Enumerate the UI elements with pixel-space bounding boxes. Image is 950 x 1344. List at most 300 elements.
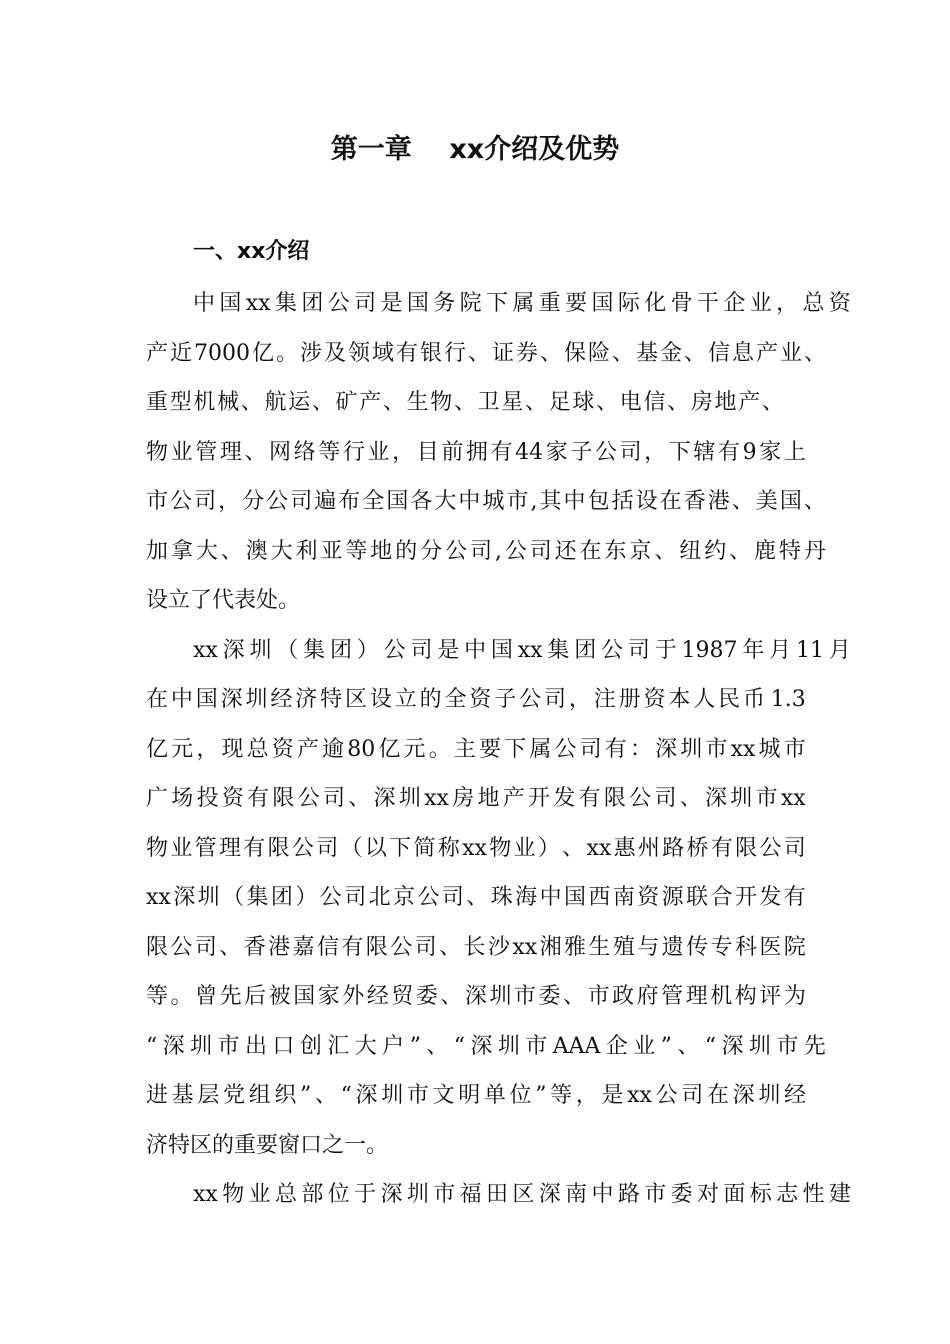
glyph: 团 bbox=[301, 291, 324, 316]
glyph: 、 bbox=[596, 390, 619, 415]
glyph: 东 bbox=[604, 538, 627, 564]
paragraph-line bbox=[146, 286, 851, 336]
glyph: 国 bbox=[406, 291, 429, 316]
glyph: 先 bbox=[803, 1033, 826, 1059]
glyph: 司 bbox=[354, 291, 377, 316]
glyph: 国 bbox=[779, 489, 802, 514]
section-title: 一、xx介绍 bbox=[193, 239, 310, 264]
glyph: xx bbox=[627, 1083, 652, 1108]
glyph: 管 bbox=[194, 835, 217, 861]
glyph: 司 bbox=[344, 885, 367, 910]
glyph: 国 bbox=[563, 885, 586, 910]
glyph: 还 bbox=[554, 538, 577, 564]
glyph: 嘉 bbox=[292, 934, 315, 960]
glyph: 券 bbox=[515, 340, 538, 366]
chapter-title: 第一章 xx介绍及优势 bbox=[330, 134, 620, 165]
glyph: 司 bbox=[654, 786, 677, 811]
glyph: 深 bbox=[220, 687, 243, 712]
glyph: 深 bbox=[705, 786, 728, 811]
glyph: 有 bbox=[604, 736, 627, 762]
glyph: 管 bbox=[195, 439, 218, 465]
glyph: 机 bbox=[193, 390, 216, 415]
glyph: 11 bbox=[796, 637, 824, 663]
glyph: , bbox=[494, 538, 502, 564]
glyph: 源 bbox=[661, 885, 684, 910]
glyph: 性 bbox=[802, 1182, 825, 1207]
glyph: 市 bbox=[587, 984, 610, 1009]
glyph: 产 bbox=[296, 736, 319, 762]
glyph: 辖 bbox=[693, 439, 716, 465]
glyph: 络 bbox=[293, 439, 316, 465]
glyph: 科 bbox=[734, 934, 757, 960]
glyph: 深 bbox=[162, 1033, 185, 1059]
glyph: 1.3 bbox=[770, 687, 806, 712]
glyph: 险 bbox=[587, 340, 610, 366]
glyph: 遍 bbox=[314, 489, 337, 514]
glyph: 市 bbox=[513, 984, 536, 1009]
glyph: 大 bbox=[434, 489, 457, 514]
glyph: xx bbox=[780, 786, 806, 811]
glyph: 有 bbox=[341, 934, 364, 960]
glyph: xx bbox=[146, 885, 171, 910]
glyph: 设 bbox=[635, 489, 658, 514]
glyph: 房 bbox=[452, 786, 475, 811]
glyph: 行 bbox=[443, 340, 466, 366]
glyph: 网 bbox=[269, 439, 292, 465]
glyph: 信 bbox=[643, 390, 666, 415]
glyph: xx bbox=[193, 1182, 218, 1207]
glyph: ” bbox=[409, 1033, 421, 1059]
glyph: 业 bbox=[367, 439, 390, 465]
glyph: 务 bbox=[433, 291, 456, 316]
glyph: 院 bbox=[459, 291, 482, 316]
glyph: 械 bbox=[217, 390, 240, 415]
glyph: 国 bbox=[219, 291, 242, 316]
glyph: 委 bbox=[670, 1182, 693, 1207]
glyph: 深 bbox=[222, 637, 245, 663]
glyph: 经 bbox=[270, 687, 293, 712]
glyph: （ bbox=[222, 885, 245, 910]
glyph: 产 bbox=[738, 390, 761, 415]
glyph: 曾 bbox=[195, 984, 218, 1009]
glyph: 汇 bbox=[327, 1033, 350, 1059]
glyph: ， bbox=[776, 291, 799, 316]
glyph: 志 bbox=[776, 1182, 799, 1207]
glyph: xx bbox=[462, 835, 487, 861]
glyph: 公 bbox=[629, 786, 652, 811]
glyph: 文 bbox=[432, 1083, 455, 1108]
glyph: 、 bbox=[677, 1033, 700, 1059]
glyph: 生 bbox=[588, 934, 611, 960]
glyph: 地 bbox=[370, 538, 393, 564]
glyph: 司 bbox=[290, 489, 313, 514]
glyph: ， bbox=[392, 439, 415, 465]
glyph: 业 bbox=[633, 1033, 656, 1059]
glyph: 深 bbox=[538, 1182, 561, 1207]
glyph: 公 bbox=[594, 439, 617, 465]
glyph: 以 bbox=[364, 835, 387, 861]
glyph: 部 bbox=[301, 1182, 324, 1207]
glyph: 加 bbox=[146, 538, 169, 564]
glyph: 、 bbox=[244, 439, 267, 465]
glyph: 属 bbox=[512, 291, 535, 316]
glyph: 全 bbox=[444, 687, 467, 712]
glyph: 司 bbox=[783, 835, 806, 861]
glyph: 公 bbox=[327, 291, 350, 316]
glyph: 是 bbox=[437, 637, 460, 663]
glyph: 。 bbox=[428, 736, 451, 762]
glyph: 电 bbox=[619, 390, 642, 415]
glyph: 是 bbox=[601, 1083, 624, 1108]
glyph: 市 bbox=[644, 1182, 667, 1207]
glyph: 包 bbox=[587, 489, 610, 514]
glyph: 中 bbox=[464, 637, 487, 663]
glyph: 1987 bbox=[681, 637, 738, 663]
glyph: 设 bbox=[369, 687, 392, 712]
glyph: 、 bbox=[562, 835, 585, 861]
glyph: 生 bbox=[406, 390, 429, 415]
glyph: 总 bbox=[274, 1182, 297, 1207]
glyph: 业 bbox=[779, 340, 802, 366]
paragraph-line bbox=[146, 484, 826, 534]
glyph: 利 bbox=[295, 538, 318, 564]
glyph: 殖 bbox=[612, 934, 635, 960]
glyph: 拥 bbox=[465, 439, 488, 465]
glyph: 圳 bbox=[398, 786, 421, 811]
glyph: 福 bbox=[459, 1182, 482, 1207]
glyph: 城 bbox=[482, 489, 505, 514]
glyph: 口 bbox=[272, 1033, 295, 1059]
glyph: 干 bbox=[696, 291, 719, 316]
paragraph-line bbox=[146, 831, 806, 881]
glyph: 深 bbox=[470, 1033, 493, 1059]
glyph: xx bbox=[512, 934, 538, 960]
glyph: 雅 bbox=[563, 934, 586, 960]
glyph: 公 bbox=[297, 786, 320, 811]
glyph: 投 bbox=[196, 786, 219, 811]
glyph: 要 bbox=[479, 736, 502, 762]
glyph: 圳 bbox=[249, 637, 272, 663]
glyph: 有 bbox=[243, 835, 266, 861]
glyph: 卫 bbox=[477, 390, 500, 415]
glyph: 、 bbox=[382, 390, 405, 415]
glyph: 拿 bbox=[170, 538, 193, 564]
glyph: 织 bbox=[274, 1083, 297, 1108]
glyph: 业 bbox=[513, 835, 536, 861]
glyph: 、 bbox=[525, 390, 548, 415]
glyph: 国 bbox=[293, 984, 316, 1009]
glyph: 分 bbox=[242, 489, 265, 514]
glyph: 有 bbox=[490, 439, 513, 465]
glyph: 经 bbox=[366, 984, 389, 1009]
glyph: 南 bbox=[612, 885, 635, 910]
glyph: 及 bbox=[323, 340, 346, 366]
glyph: 有 bbox=[718, 439, 741, 465]
glyph: 、 bbox=[219, 934, 242, 960]
glyph: 市 bbox=[705, 736, 728, 762]
glyph: 月 bbox=[769, 637, 792, 663]
glyph: “ bbox=[146, 1033, 158, 1059]
glyph: 美 bbox=[755, 489, 778, 514]
glyph: 路 bbox=[662, 835, 685, 861]
glyph: 海 bbox=[515, 885, 538, 910]
glyph: 涉 bbox=[299, 340, 322, 366]
paragraph-line bbox=[146, 1177, 851, 1227]
glyph: 现 bbox=[221, 736, 244, 762]
glyph: 、 bbox=[683, 340, 706, 366]
glyph: 市 bbox=[776, 1033, 799, 1059]
glyph: 约 bbox=[704, 538, 727, 564]
glyph: 司 bbox=[194, 934, 217, 960]
glyph: ， bbox=[644, 439, 667, 465]
paragraph-line bbox=[146, 781, 806, 831]
glyph: 地 bbox=[714, 390, 737, 415]
glyph: 市 bbox=[433, 1182, 456, 1207]
glyph: 重 bbox=[146, 390, 169, 415]
glyph: 布 bbox=[338, 489, 361, 514]
glyph: ” bbox=[300, 1083, 312, 1108]
glyph: 公 bbox=[655, 1083, 678, 1108]
glyph: 足 bbox=[548, 390, 571, 415]
glyph: 有 bbox=[395, 340, 418, 366]
glyph: ， bbox=[575, 1083, 598, 1108]
glyph: 集 bbox=[274, 291, 297, 316]
glyph: 惠 bbox=[613, 835, 636, 861]
glyph: 与 bbox=[637, 934, 660, 960]
glyph: 地 bbox=[477, 786, 500, 811]
glyph: 大 bbox=[270, 538, 293, 564]
glyph: 产 bbox=[146, 340, 169, 366]
glyph: 、 bbox=[314, 1083, 337, 1108]
glyph: 公 bbox=[554, 736, 577, 762]
glyph: 深 bbox=[173, 885, 196, 910]
glyph: 亿 bbox=[378, 736, 401, 762]
glyph: 司 bbox=[410, 637, 433, 663]
paragraph-line bbox=[146, 336, 826, 386]
glyph: 星 bbox=[501, 390, 524, 415]
glyph: 业 bbox=[170, 439, 193, 465]
glyph: ” bbox=[535, 1083, 547, 1108]
glyph: 的 bbox=[395, 538, 418, 564]
glyph: “ bbox=[704, 1033, 717, 1059]
glyph: 资 bbox=[643, 687, 666, 712]
glyph: 、 bbox=[761, 390, 784, 415]
glyph: 公 bbox=[504, 538, 527, 564]
glyph: 等 bbox=[345, 538, 368, 564]
glyph: 。 bbox=[170, 984, 193, 1009]
glyph: 下 bbox=[504, 736, 527, 762]
paragraph-line bbox=[146, 880, 806, 930]
glyph: 家 bbox=[545, 439, 568, 465]
glyph: 在 bbox=[146, 687, 169, 712]
glyph: 矿 bbox=[335, 390, 358, 415]
glyph: 田 bbox=[485, 1182, 508, 1207]
glyph: 集 bbox=[547, 637, 570, 663]
glyph: 港 bbox=[707, 489, 730, 514]
glyph: 信 bbox=[707, 340, 730, 366]
glyph: 公 bbox=[266, 489, 289, 514]
glyph: 总 bbox=[246, 736, 269, 762]
glyph: 各 bbox=[410, 489, 433, 514]
glyph: 建 bbox=[828, 1182, 851, 1207]
paragraph-line bbox=[146, 385, 784, 435]
glyph: 下 bbox=[485, 291, 508, 316]
glyph: 本 bbox=[668, 687, 691, 712]
glyph: 公 bbox=[291, 835, 314, 861]
glyph: 有 bbox=[783, 885, 806, 910]
glyph: 司 bbox=[316, 835, 339, 861]
glyph: 月 bbox=[828, 637, 851, 663]
glyph: 组 bbox=[248, 1083, 271, 1108]
glyph: 中 bbox=[193, 291, 216, 316]
glyph: 公 bbox=[170, 489, 193, 514]
glyph: 资 bbox=[828, 291, 851, 316]
glyph: 基 bbox=[171, 1083, 194, 1108]
glyph: 银 bbox=[419, 340, 442, 366]
glyph: 产 bbox=[755, 340, 778, 366]
glyph: xx bbox=[730, 736, 756, 762]
glyph: 资 bbox=[637, 885, 660, 910]
glyph: 物 bbox=[222, 1182, 245, 1207]
glyph: 济 bbox=[295, 687, 318, 712]
glyph: 公 bbox=[319, 885, 342, 910]
glyph: 深 bbox=[373, 786, 396, 811]
glyph: 企 bbox=[723, 291, 746, 316]
glyph: 圳 bbox=[245, 687, 268, 712]
paragraph-line bbox=[146, 732, 806, 782]
glyph: 资 bbox=[221, 786, 244, 811]
glyph: 在 bbox=[579, 538, 602, 564]
glyph: 、 bbox=[220, 538, 243, 564]
glyph: xx bbox=[193, 637, 218, 663]
glyph: 于 bbox=[654, 637, 677, 663]
glyph: 圳 bbox=[190, 1033, 213, 1059]
glyph: 司 bbox=[414, 934, 437, 960]
glyph: 限 bbox=[603, 786, 626, 811]
glyph: 国 bbox=[386, 489, 409, 514]
glyph: 在 bbox=[706, 1083, 729, 1108]
glyph: 香 bbox=[243, 934, 266, 960]
glyph: 括 bbox=[611, 489, 634, 514]
glyph: 、 bbox=[667, 390, 690, 415]
glyph: 业 bbox=[248, 1182, 271, 1207]
glyph: 有 bbox=[247, 786, 270, 811]
glyph: 路 bbox=[617, 1182, 640, 1207]
glyph: 公 bbox=[417, 885, 440, 910]
glyph: 政 bbox=[612, 984, 635, 1009]
paragraph-line bbox=[146, 435, 806, 485]
glyph: 场 bbox=[171, 786, 194, 811]
glyph: 纽 bbox=[679, 538, 702, 564]
glyph: 位 bbox=[327, 1182, 350, 1207]
glyph: ） bbox=[295, 885, 318, 910]
glyph: 注 bbox=[593, 687, 616, 712]
glyph: 专 bbox=[710, 934, 733, 960]
glyph: 公 bbox=[445, 538, 468, 564]
glyph: 、 bbox=[439, 934, 462, 960]
glyph: 团 bbox=[270, 885, 293, 910]
glyph: 、 bbox=[654, 538, 677, 564]
glyph: 物 bbox=[489, 835, 512, 861]
glyph: 、 bbox=[731, 489, 754, 514]
glyph: 元 bbox=[403, 736, 426, 762]
glyph: 集 bbox=[303, 637, 326, 663]
glyph: ， bbox=[218, 489, 241, 514]
glyph: 、 bbox=[311, 390, 334, 415]
glyph: 人 bbox=[693, 687, 716, 712]
glyph: 公 bbox=[170, 934, 193, 960]
glyph: 子 bbox=[494, 687, 517, 712]
glyph: 创 bbox=[299, 1033, 322, 1059]
glyph: 开 bbox=[528, 786, 551, 811]
glyph: 全 bbox=[362, 489, 385, 514]
glyph: 国 bbox=[490, 637, 513, 663]
glyph: 骨 bbox=[670, 291, 693, 316]
glyph: 构 bbox=[734, 984, 757, 1009]
glyph: 有 bbox=[578, 786, 601, 811]
glyph: 运 bbox=[288, 390, 311, 415]
glyph: 、 bbox=[240, 390, 263, 415]
glyph: 资 bbox=[469, 687, 492, 712]
glyph: 发 bbox=[553, 786, 576, 811]
glyph: 简 bbox=[413, 835, 436, 861]
glyph: 市 bbox=[217, 1033, 240, 1059]
paragraph-line bbox=[146, 633, 851, 683]
glyph: 外 bbox=[342, 984, 365, 1009]
glyph: 鹿 bbox=[754, 538, 777, 564]
glyph: 丹 bbox=[803, 538, 826, 564]
glyph: 下 bbox=[668, 439, 691, 465]
glyph: 、 bbox=[803, 489, 826, 514]
glyph: 京 bbox=[629, 538, 652, 564]
glyph: 市 bbox=[146, 489, 169, 514]
glyph: 80 bbox=[347, 736, 376, 762]
glyph: 市 bbox=[525, 1033, 548, 1059]
glyph: 册 bbox=[618, 687, 641, 712]
glyph: 主 bbox=[453, 736, 476, 762]
glyph: 南 bbox=[565, 1182, 588, 1207]
glyph: 圳 bbox=[381, 1083, 404, 1108]
glyph: 、 bbox=[453, 390, 476, 415]
glyph: 域 bbox=[371, 340, 394, 366]
glyph: 家 bbox=[759, 439, 782, 465]
glyph: 司 bbox=[529, 538, 552, 564]
glyph: 出 bbox=[244, 1033, 267, 1059]
glyph: 中 bbox=[458, 489, 481, 514]
glyph: AAA bbox=[552, 1033, 601, 1059]
glyph: 中 bbox=[591, 1182, 614, 1207]
glyph: 7000 bbox=[194, 340, 250, 366]
glyph: 区 bbox=[512, 1182, 535, 1207]
glyph: 。 bbox=[275, 340, 298, 366]
glyph: 9 bbox=[742, 439, 757, 465]
glyph: 团 bbox=[329, 637, 352, 663]
glyph: 44 bbox=[515, 439, 544, 465]
glyph: 合 bbox=[710, 885, 733, 910]
glyph: 发 bbox=[759, 885, 782, 910]
glyph: 房 bbox=[690, 390, 713, 415]
glyph: 沙 bbox=[487, 934, 510, 960]
glyph: 明 bbox=[458, 1083, 481, 1108]
glyph: 司 bbox=[579, 736, 602, 762]
glyph: 司 bbox=[194, 489, 217, 514]
glyph: 、 bbox=[611, 340, 634, 366]
glyph: 府 bbox=[636, 984, 659, 1009]
glyph: “ bbox=[453, 1033, 465, 1059]
glyph: 圳 bbox=[406, 1182, 429, 1207]
glyph: 中 bbox=[170, 687, 193, 712]
glyph: xx bbox=[517, 637, 543, 663]
